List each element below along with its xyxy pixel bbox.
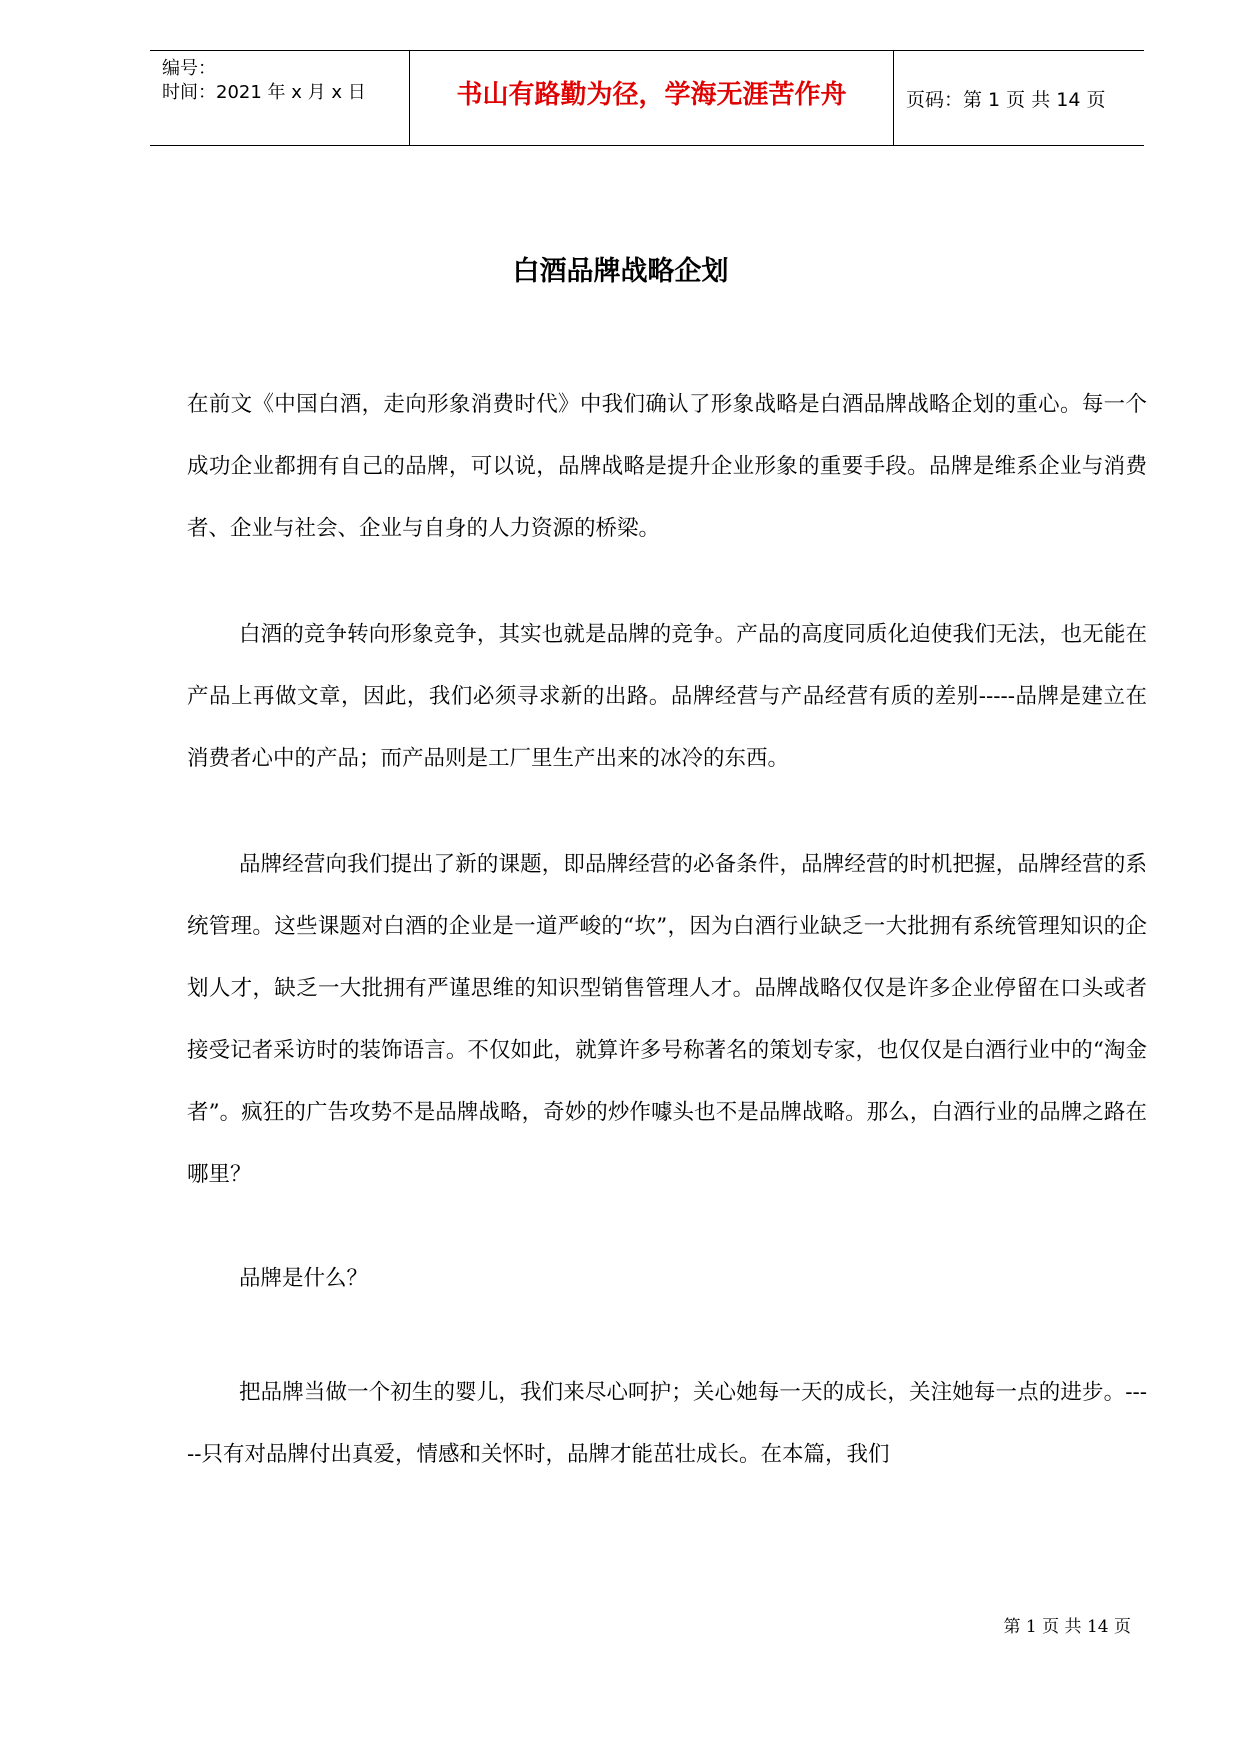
paragraph-1: 在前文《中国白酒，走向形象消费时代》中我们确认了形象战略是白酒品牌战略企划的重心。每一个成功企业都拥有自己的品牌，可以说，品牌战略是提升企业形象的重要手段。品牌是维系企业与消费者、企业与社会、企业与自身的人力资源的桥梁。 [187,392,1147,541]
paragraph-2: 白酒的竞争转向形象竞争，其实也就是品牌的竞争。产品的高度同质化迫使我们无法，也无能在产品上再做文章，因此，我们必须寻求新的出路。品牌经营与产品经营有质的差别-----品牌是建立在消费者心中的产品；而产品则是工厂里生产出来的冰冷的东西。 [187,622,1147,771]
header-info-cell [150,51,410,145]
paragraph-4: 品牌是什么？ [239,1266,369,1291]
paragraph-5: 把品牌当做一个初生的婴儿，我们来尽心呵护；关心她每一天的成长，关注她每一点的进步。-----只有对品牌付出真爱，情感和关怀时，品牌才能茁壮成长。在本篇，我们 [187,1380,1147,1467]
document-title: 白酒品牌战略企划 [512,256,729,287]
document-number-label: 编号： [162,58,216,79]
header-page-cell [894,51,1144,145]
page-footer: 第 1 页 共 14 页 [1003,1617,1131,1637]
header-motto-cell [410,51,894,145]
document-body [187,374,1147,1486]
document-time-label: 时间：2021 年 x 月 x 日 [162,82,366,103]
page-header [150,50,1144,146]
header-page-code: 页码：第 1 页 共 14 页 [906,89,1106,111]
header-motto: 书山有路勤为径，学海无涯苦作舟 [456,80,847,110]
paragraph-3: 品牌经营向我们提出了新的课题，即品牌经营的必备条件，品牌经营的时机把握，品牌经营的系统管理。这些课题对白酒的企业是一道严峻的“坎”，因为白酒行业缺乏一大批拥有系统管理知识的企划人才，缺乏一大批拥有严谨思维的知识型销售管理人才。品牌战略仅仅是许多企业停留在口头或者接受记者采访时的装饰语言。不仅如此，就算许多号称著名的策划专家，也仅仅是白酒行业中的“淘金者”。疯狂的广告攻势不是品牌战略，奇妙的炒作噱头也不是品牌战略。那么，白酒行业的品牌之路在哪里？ [187,852,1147,1187]
